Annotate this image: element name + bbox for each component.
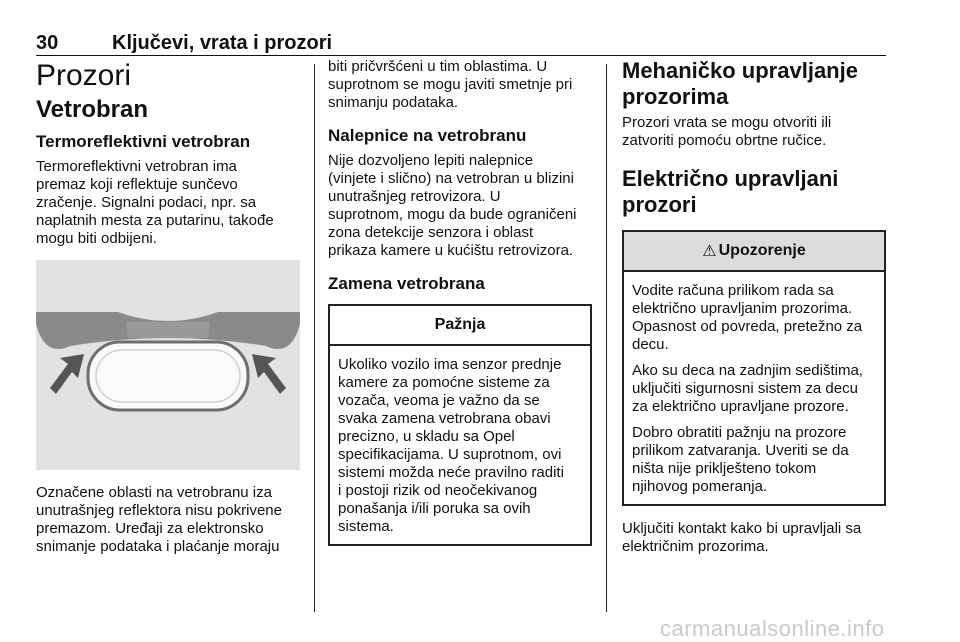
windshield-mirror-figure (36, 260, 300, 470)
column-2 (328, 58, 592, 546)
notice-box (328, 304, 592, 546)
warning-text-3: Dobro obratiti pažnju na prozore prilikom zatvaranja. Uveriti se da ništa nije priklješteno tokom njihovog pomeranja. (632, 424, 849, 495)
paragraph-continuation: biti pričvršćeni u tim oblastima. U suprotnom se mogu javiti smetnje pri snimanju podataka. (328, 58, 573, 111)
paragraph-marked-areas: Označene oblasti na vetrobranu iza unutrašnjeg reflektora nisu pokrivene premazom. Uređaji za elektronsko snimanje podataka i plaćanje moraju (36, 484, 282, 555)
paragraph-ignition: Uključiti kontakt kako bi upravljali sa električnim prozorima. (622, 520, 862, 555)
page-title: Prozori (36, 59, 132, 92)
mirror-illustration (36, 260, 300, 470)
section-heading: Vetrobran (36, 96, 149, 123)
mirror-mount (126, 322, 210, 338)
warning-title: Upozorenje (718, 242, 806, 259)
running-title: Ključevi, vrata i prozori (112, 32, 333, 54)
column-3 (622, 58, 886, 556)
paragraph-mechanical-windows: Prozori vrata se mogu otvoriti ili zatvoriti pomoću obrtne ručice. (622, 114, 832, 149)
paragraph-thermoreflective: Termoreflektivni vetrobran ima premaz koji reflektuje sunčevo zračenje. Signalni podaci, npr. sa naplatnih mesta za putarinu, takođe mogu biti odbijeni. (36, 158, 274, 247)
heading-power-windows: Električno upravljani prozori (622, 166, 839, 217)
warning-text-2: Ako su deca na zadnjim sedištima, uključiti sigurnosni sistem za decu za električno upravljane prozore. (632, 362, 863, 415)
page-number: 30 (36, 32, 59, 54)
warning-box (622, 230, 886, 506)
heading-mechanical-windows: Mehaničko upravljanje prozorima (622, 58, 858, 109)
notice-header: Pažnja (330, 306, 590, 346)
column-divider-2 (606, 64, 607, 612)
column-divider-1 (314, 64, 315, 612)
arrow-left-icon (50, 354, 84, 394)
page-header (36, 32, 886, 54)
header-rule (36, 55, 886, 56)
arrow-right-icon (252, 354, 286, 394)
watermark: carmanualsonline.info (660, 616, 885, 641)
warning-text-1: Vodite računa prilikom rada sa električno upravljanim prozorima. Opasnost od povreda, pretežno za decu. (632, 282, 863, 353)
warning-triangle-icon: ⚠ (702, 243, 717, 260)
heading-windshield-stickers: Nalepnice na vetrobranu (328, 126, 527, 145)
column-1 (36, 58, 300, 556)
paragraph-stickers: Nije dozvoljeno lepiti nalepnice (vinjete i slično) na vetrobran u blizini unutrašnjeg retrovizora. U suprotnom, mogu da bude ograničeni zona detekcije senzora i oblast prikaza kamere u kućištu retrovizora. (328, 152, 577, 259)
notice-text: Ukoliko vozilo ima senzor prednje kamere za pomoćne sisteme za vozača, veoma je važno da se svaka zamena vetrobrana obavi precizno, u skladu sa Opel specifikacijama. U suprotnom, ovi sistemi možda neće pravilno raditi i postoji rizik od neočekivanog ponašanja i/ili poruka sa ovih sistema. (338, 356, 564, 535)
warning-header (624, 232, 884, 272)
heading-windshield-replacement: Zamena vetrobrana (328, 274, 485, 293)
subsection-heading: Termoreflektivni vetrobran (36, 132, 251, 151)
